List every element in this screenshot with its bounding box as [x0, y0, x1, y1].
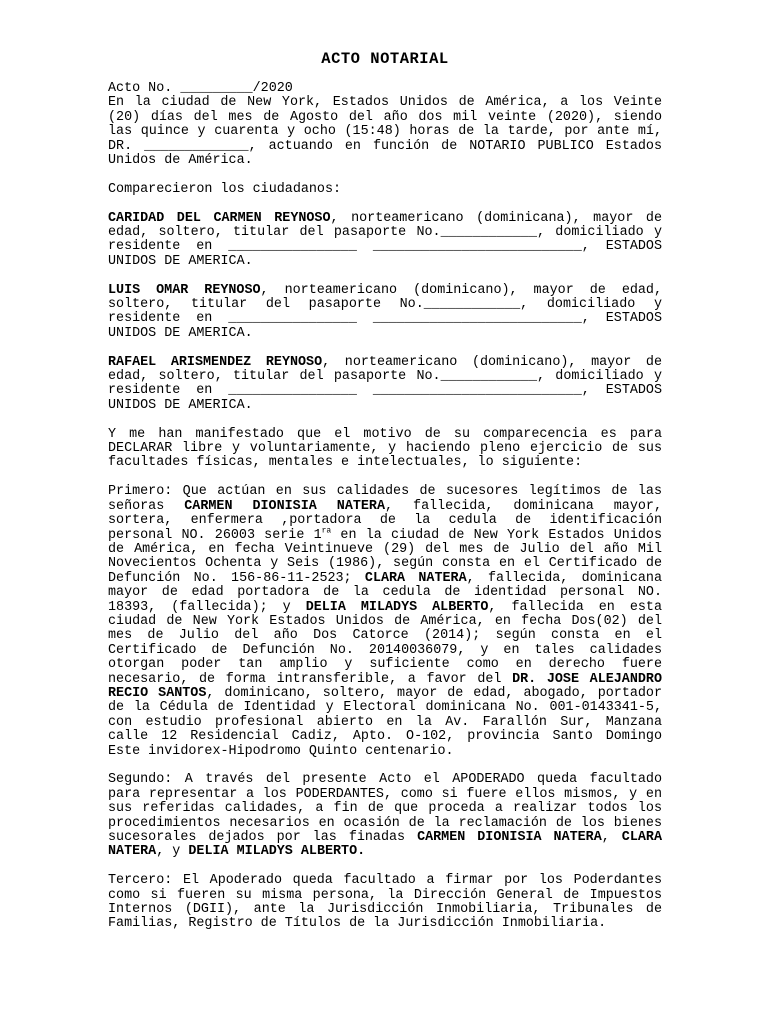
person-details-1: , norteamericano (dominicana), mayor de edad, soltero, titular del pasaporte No.____________, domiciliado y residente en ________________ __________________________, ESTADOS UNIDOS DE AMERICA. [108, 210, 662, 269]
primero-bold-2: CLARA NATERA [364, 570, 467, 586]
primero-text-1: Primero: Que actúan en sus calidades de sucesores legítimos de las señoras [108, 484, 662, 514]
primero-bold-1: CARMEN DIONISIA NATERA [184, 498, 385, 514]
person-name-3: RAFAEL ARISMENDEZ REYNOSO [108, 354, 323, 370]
segundo-sep-2: , y [156, 844, 189, 860]
manifestado-paragraph: Y me han manifestado que el motivo de su comparecencia es para DECLARAR libre y voluntariamente, y haciendo pleno ejercicio de sus facultades físicas, mentales e intelectuales, lo siguiente: [108, 426, 662, 471]
primero-text-6: , dominicano, soltero, mayor de edad, abogado, portador de la Cédula de Identidad y Electoral dominicana No. 001-0143341-5, con estudio profesional abierto en la Av. Farallón Sur, Manzana calle 12 Residencial Cadiz, Apto. O-102, provincia Santo Domingo Este invidorex-Hipodromo Quinto centenario. [108, 685, 662, 759]
person-details-2: , norteamericano (dominicano), mayor de edad, soltero, titular del pasaporte No.____________, domiciliado y residente en ________________ __________________________, ESTADOS UNIDOS DE AMERICA. [108, 282, 662, 341]
primero-bold-4: DR. JOSE ALEJANDRO RECIO SANTOS [108, 671, 662, 701]
segundo-text-1: Segundo: A través del presente Acto el APODERADO queda facultado para representar a los PODERDANTES, como si fuere ellos mismos, y en sus referidas calidades, a fin de que proceda a realizar todos los procedimientos necesarios en ocasión de la reclamación de los bienes sucesorales dejados por las finadas [108, 772, 662, 846]
person-paragraph-1 [108, 212, 662, 270]
intro-paragraph [108, 82, 662, 168]
segundo-bold-3: DELIA MILADYS ALBERTO [188, 844, 358, 860]
person-name-2: LUIS OMAR REYNOSO [108, 282, 261, 298]
segundo-end: . [357, 844, 366, 860]
primero-superscript: ra [321, 526, 332, 536]
person-name-1: CARIDAD DEL CARMEN REYNOSO [108, 210, 331, 226]
primero-text-3: en la ciudad de New York Estados Unidos de América, en fecha Veintinueve (29) del mes de Julio del año Mil Novecientos Ochenta y Seis (1986), según consta en el Certificado de Defunción No. 156-86-11-2523; [108, 527, 662, 586]
comparecieron-line: Comparecieron los ciudadanos: [108, 181, 342, 197]
primero-text-2: , fallecida, dominicana mayor, sortera, enfermera ,portadora de la cedula de identificación personal NO. 26003 serie 1 [108, 498, 662, 543]
intro-text: En la ciudad de New York, Estados Unidos de América, a los Veinte (20) días del mes de Agosto del año dos mil veinte (2020), siendo las quince y cuarenta y ocho (15:48) horas de la tarde, por ante mí, DR. _____________, actuando en función de NOTARIO PUBLICO Estados Unidos de América. [108, 95, 662, 169]
primero-text-4: , fallecida, dominicana mayor de edad portadora de la cedula de identidad personal NO. 18393, (fallecida); y [108, 570, 662, 615]
tercero-paragraph: Tercero: El Apoderado queda facultado a firmar por los Poderdantes como si fueren su misma persona, la Dirección General de Impuestos Internos (DGII), ante la Jurisdicción Inmobiliaria, Tribunales de Familias, Registro de Títulos de la Jurisdicción Inmobiliaria. [108, 873, 662, 932]
segundo-bold-1: CARMEN DIONISIA NATERA [417, 830, 602, 846]
segundo-bold-2: CLARA NATERA [108, 830, 662, 860]
segundo-sep-1: , [601, 830, 622, 846]
person-details-3: , norteamericano (dominicano), mayor de edad, soltero, titular del pasaporte No.____________, domiciliado y residente en ________________ __________________________, ESTADOS UNIDOS DE AMERICA. [108, 354, 662, 413]
primero-text-5: , fallecida en esta ciudad de New York Estados Unidos de América, en fecha Dos(02) del mes de Julio del año Dos Catorce (2014); según consta en el Certificado de Defunción No. 20140036079, y en tales calidades otorgan poder tan amplio y suficiente como en derecho fuere necesario, de forma intransferible, a favor del [108, 599, 662, 687]
primero-paragraph [108, 485, 662, 759]
person-paragraph-2 [108, 284, 662, 342]
acto-number-line: Acto No. _________/2020 [108, 81, 293, 96]
primero-bold-3: DELIA MILADYS ALBERTO [305, 599, 489, 615]
document-title: ACTO NOTARIAL [321, 50, 449, 68]
person-paragraph-3 [108, 356, 662, 414]
segundo-paragraph [108, 773, 662, 859]
